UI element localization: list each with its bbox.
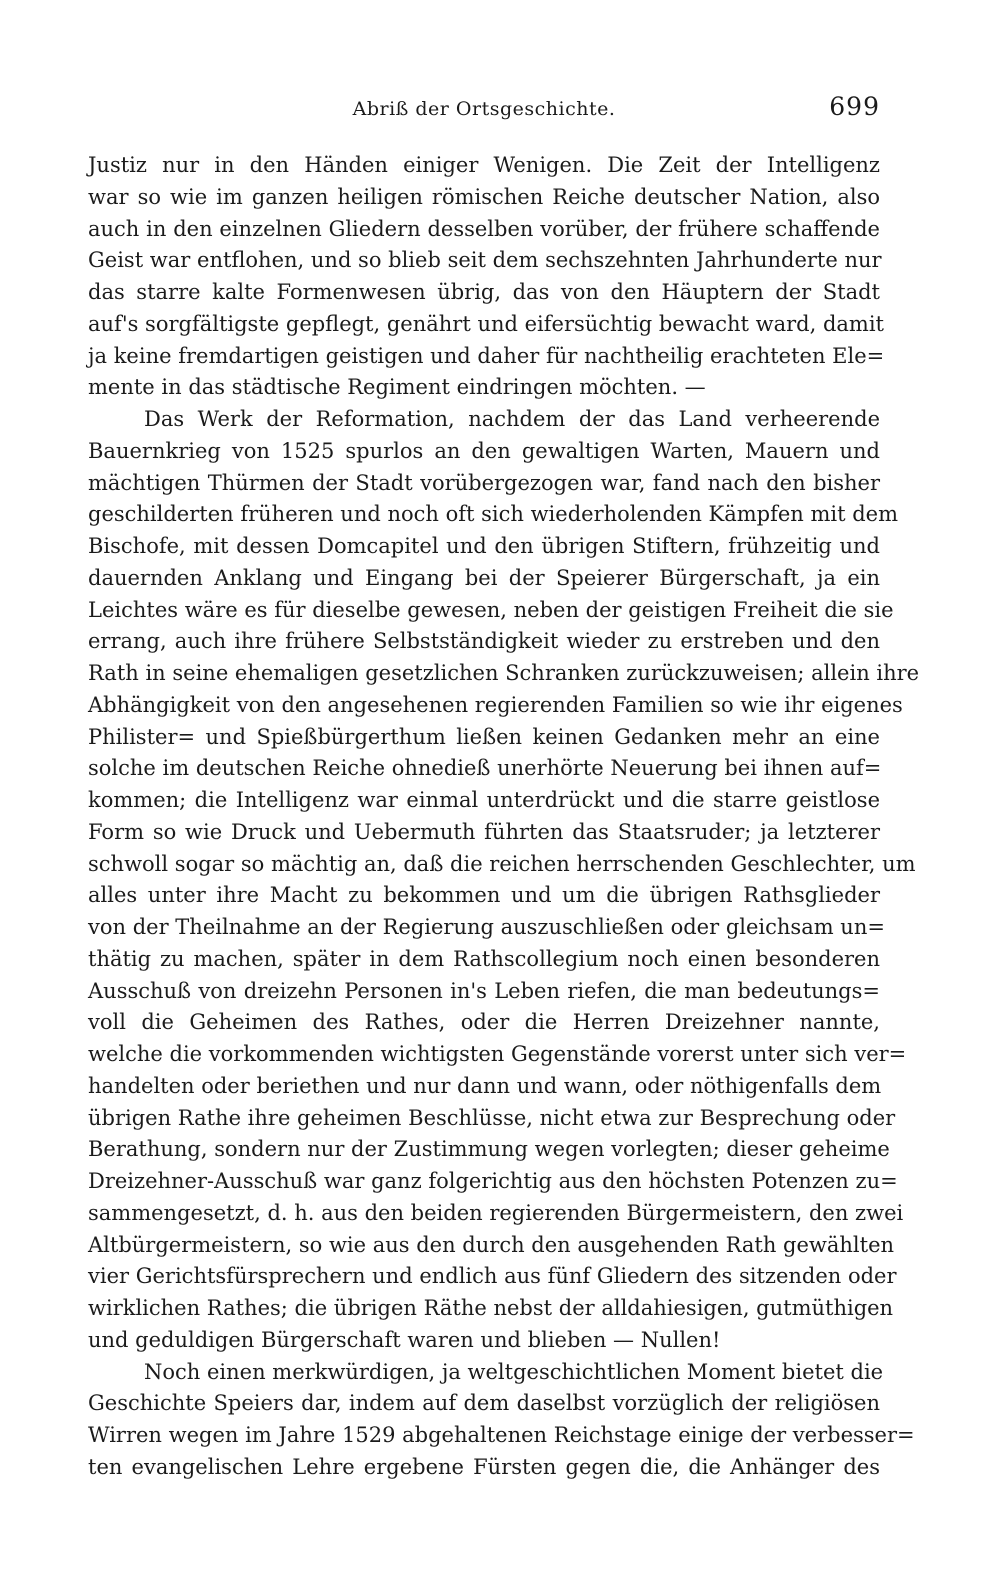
text-line: ja keine fremdartigen geistigen und daher für nachtheilig erachteten Ele= bbox=[88, 343, 885, 368]
text-line: Justiz nur in den Händen einiger Wenigen. Die Zeit der Intelligenz bbox=[88, 153, 880, 177]
text-line: Abhängigkeit von den angesehenen regierenden Familien so wie ihr eigenes bbox=[88, 692, 903, 717]
text-line: Rath in seine ehemaligen gesetzlichen Schranken zurückzuweisen; allein ihre bbox=[88, 661, 920, 685]
text-line: Philister= und Spießbürgerthum ließen keinen Gedanken mehr an eine bbox=[88, 724, 880, 749]
text-line: welche die vorkommenden wichtigsten Gegenstände vorerst unter sich ver= bbox=[88, 1042, 907, 1066]
text-line: Form so wie Druck und Uebermuth führten das Staatsruder; ja letzterer bbox=[88, 819, 880, 844]
text-line: Leichtes wäre es für dieselbe gewesen, neben der geistigen Freiheit die sie bbox=[88, 597, 894, 622]
body-text bbox=[88, 150, 920, 1484]
text-line: Geschichte Speiers dar, indem auf dem daselbst vorzüglich der religiösen bbox=[88, 1391, 880, 1416]
text-line: solche im deutschen Reiche ohnedieß unerhörte Neuerung bei ihnen auf= bbox=[88, 756, 882, 781]
text-line: übrigen Rathe ihre geheimen Beschlüsse, nicht etwa zur Besprechung oder bbox=[88, 1105, 896, 1130]
text-line: sammengesetzt, d. h. aus den beiden regierenden Bürgermeistern, den zwei bbox=[88, 1200, 904, 1225]
text-line: thätig zu machen, später in dem Rathscollegium noch einen besonderen bbox=[88, 946, 880, 971]
text-line: errang, auch ihre frühere Selbstständigkeit wieder zu erstreben und den bbox=[88, 629, 880, 654]
text-line: wirklichen Rathes; die übrigen Räthe nebst der alldahiesigen, gutmüthigen bbox=[88, 1296, 894, 1320]
text-line: Bischofe, mit dessen Domcapitel und den übrigen Stiftern, frühzeitig und bbox=[88, 534, 880, 558]
page-header bbox=[88, 92, 880, 126]
text-line: mächtigen Thürmen der Stadt vorübergezogen war, fand nach den bisher bbox=[88, 470, 880, 495]
text-line: handelten oder beriethen und nur dann und wann, oder nöthigenfalls dem bbox=[88, 1073, 882, 1098]
text-line: mente in das städtische Regiment eindringen möchten. — bbox=[88, 375, 706, 400]
text-line: Dreizehner-Ausschuß war ganz folgerichtig aus den höchsten Potenzen zu= bbox=[88, 1169, 898, 1193]
text-line: kommen; die Intelligenz war einmal unterdrückt und die starre geistlose bbox=[88, 788, 880, 812]
text-line: geschilderten früheren und noch oft sich wiederholenden Kämpfen mit dem bbox=[88, 502, 899, 527]
text-line: dauernden Anklang und Eingang bei der Speierer Bürgerschaft, ja ein bbox=[88, 565, 880, 590]
text-line: das starre kalte Formenwesen übrig, das von den Häuptern der Stadt bbox=[88, 280, 880, 304]
text-line: Das Werk der Reformation, nachdem der das Land verheerende bbox=[144, 407, 880, 431]
text-line: Berathung, sondern nur der Zustimmung wegen vorlegten; dieser geheime bbox=[88, 1137, 890, 1162]
text-line: Wirren wegen im Jahre 1529 abgehaltenen Reichstage einige der verbesser= bbox=[88, 1423, 915, 1447]
text-line: ten evangelischen Lehre ergebene Fürsten gegen die, die Anhänger des bbox=[88, 1454, 880, 1479]
text-line: und geduldigen Bürgerschaft waren und blieben — Nullen! bbox=[88, 1327, 721, 1352]
text-line: war so wie im ganzen heiligen römischen Reiche deutscher Nation, also bbox=[88, 184, 880, 209]
text-line: auch in den einzelnen Gliedern desselben vorüber, der frühere schaffende bbox=[88, 216, 880, 241]
text-line: Bauernkrieg von 1525 spurlos an den gewaltigen Warten, Mauern und bbox=[88, 438, 880, 463]
page-number: 699 bbox=[829, 92, 880, 121]
text-line: Ausschuß von dreizehn Personen in's Leben riefen, die man bedeutungs= bbox=[88, 978, 880, 1003]
text-line: auf's sorgfältigste gepflegt, genährt und eifersüchtig bewacht ward, damit bbox=[88, 311, 884, 336]
text-line: schwoll sogar so mächtig an, daß die reichen herrschenden Geschlechter, um bbox=[88, 851, 916, 876]
text-line: voll die Geheimen des Rathes, oder die Herren Dreizehner nannte, bbox=[88, 1010, 880, 1035]
text-line: Altbürgermeistern, so wie aus den durch den ausgehenden Rath gewählten bbox=[88, 1232, 895, 1257]
text-line: Geist war entflohen, und so blieb seit dem sechszehnten Jahrhunderte nur bbox=[88, 248, 882, 273]
text-line: vier Gerichtsfürsprechern und endlich aus fünf Gliedern des sitzenden oder bbox=[88, 1264, 897, 1289]
text-line: von der Theilnahme an der Regierung auszuschließen oder gleichsam un= bbox=[88, 915, 885, 939]
running-head: Abriß der Ortsgeschichte. bbox=[352, 98, 616, 120]
text-line: Noch einen merkwürdigen, ja weltgeschichtlichen Moment bietet die bbox=[144, 1359, 884, 1384]
text-line: alles unter ihre Macht zu bekommen und um die übrigen Rathsglieder bbox=[88, 883, 880, 908]
